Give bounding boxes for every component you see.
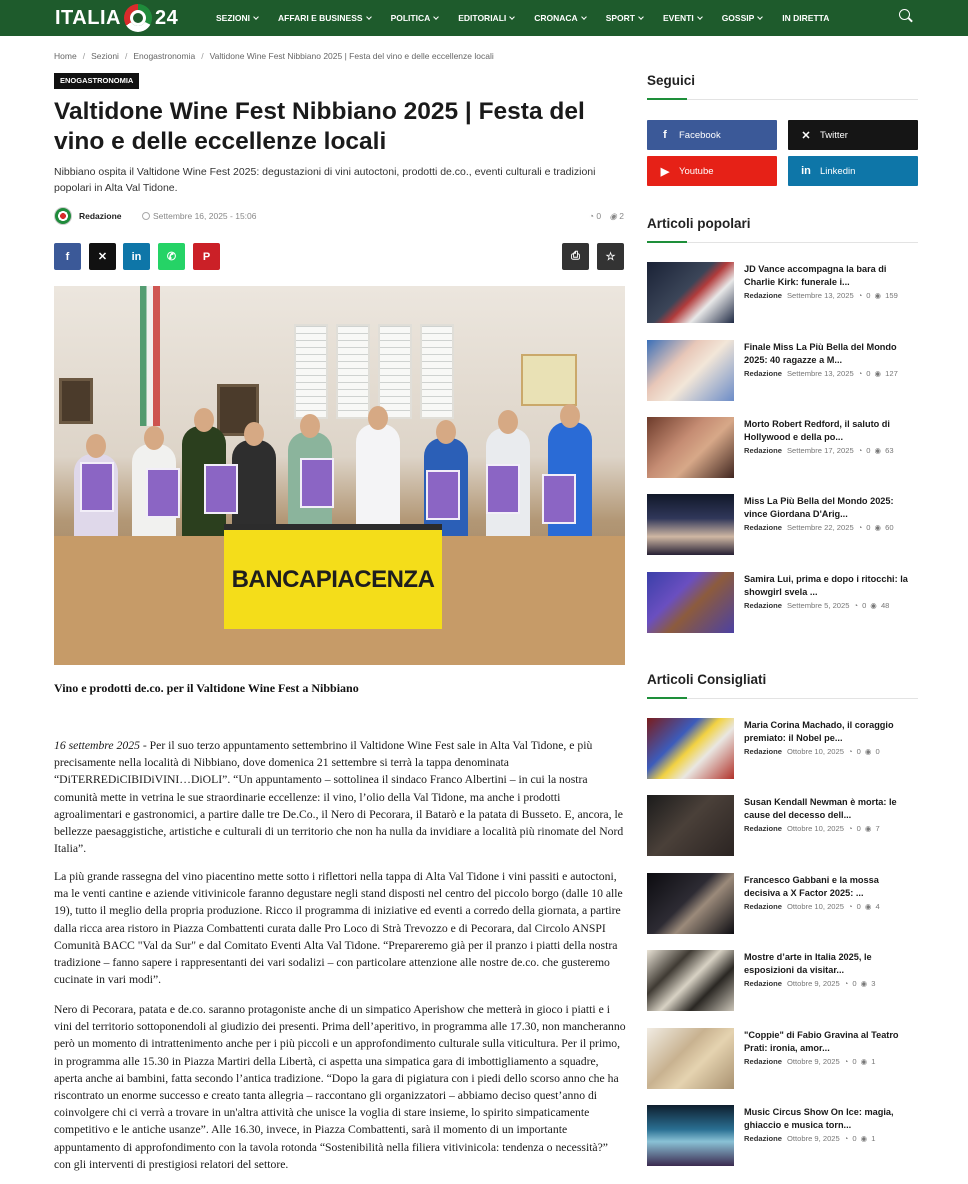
share-whatsapp-button[interactable] [158,243,185,270]
comment-icon: ◔ [588,211,594,221]
popular-article-card[interactable] [647,417,918,479]
share-x-button[interactable] [89,243,116,270]
menu-item-sezioni[interactable]: SEZIONI [216,13,258,23]
article-card-title[interactable]: Maria Corina Machado, il coraggio premiato: il Nobel pe... [744,720,894,743]
recommended-article-card[interactable] [647,1105,918,1167]
pinterest-icon: P [202,250,211,263]
article-thumbnail[interactable] [647,1105,734,1166]
popular-article-card[interactable] [647,262,918,324]
linkedin-icon: in [801,165,811,177]
logo-text-right: 24 [154,6,179,29]
breadcrumb-home[interactable]: Home [54,51,77,61]
article-subtitle: Nibbiano ospita il Valtidone Wine Fest 2025: degustazioni di vini autoctoni, prodotti de.co., eventi culturali e tradizioni popolari in Alta Val Tidone. [54,166,596,194]
top-navigation [0,0,968,36]
article-thumbnail[interactable] [647,494,734,555]
hero-image [54,286,625,665]
star-icon: ☆ [605,251,616,263]
site-logo[interactable] [55,3,178,33]
youtube-icon: ▶ [660,165,670,178]
share-linkedin-button[interactable] [123,243,150,270]
article-thumbnail[interactable] [647,572,734,633]
article-card-title[interactable]: Susan Kendall Newman è morta: le cause del decesso dell... [744,797,897,820]
eye-icon: ◉ [864,902,872,911]
article-counts [583,211,624,222]
article-thumbnail[interactable] [647,1028,734,1089]
article-card-meta: Redazione Ottobre 10, 2025 ◔ 0 ◉ 4 [744,902,880,911]
comment-icon: ◔ [843,979,849,988]
article-thumbnail[interactable] [647,795,734,856]
comment-icon: ◔ [857,523,863,532]
article-card-title[interactable]: Finale Miss La Più Bella del Mondo 2025: 40 ragazze a M... [744,342,897,365]
share-facebook-button[interactable] [54,243,81,270]
facebook-icon: f [65,250,70,263]
eye-icon: ◉ [609,211,617,221]
eye-icon: ◉ [860,1134,868,1143]
article-card-title[interactable]: "Coppie" di Fabio Gravina al Teatro Prati: ironia, amor... [744,1030,899,1053]
breadcrumb: Home / Sezioni / Enogastronomia / Valtidone Wine Fest Nibbiano 2025 | Festa del vino e delle eccellenze locali [54,51,494,61]
chevron-down-icon [697,14,703,20]
comment-icon: ◔ [843,1134,849,1143]
menu-item-eventi[interactable]: EVENTI [663,13,702,23]
article-thumbnail[interactable] [647,417,734,478]
article-card-meta: Redazione Ottobre 9, 2025 ◔ 0 ◉ 3 [744,979,876,988]
wall-plaque [521,354,577,406]
article-card-title[interactable]: Francesco Gabbani e la mossa decisiva a X Factor 2025: ... [744,875,879,898]
article-paragraph-3: Nero di Pecorara, patata e de.co. saranno protagoniste anche di un simpatico Aperishow che metterà in gioco i piatti e i vini del territorio sottoponendoli al giudizio dei presenti. Prima dell’aperitivo, in programma alle 17.30, non mancheranno però un momento di intrattenimento anche per i più piccoli e un approfondimento culturale sulla viticultura. Per il primo, in programma alle 15.30 in Piazza Martiri della Libertà, ci aspetta una simpatica gara di imbottigliamento a squadre, aperta anche ai bambini, fatta secondo l’antica tradizione. “Dopo la gara di pigiatura con i piedi dello scorso anno che ha riscontrato un enorme successo e creato tanta allegria – raccontano gli organizzatori – abbiamo deciso quest’anno di coinvolgere chi ci verrà a trovare in un'altra attività che unisce la voglia di stare insieme, lo spirito simpaticamente competitivo e le antiche usanze”. Alle 16.30, invece, in Piazza Combattenti, sarà il momento di un importante appuntamento di approfondimento con la tavola rotonda “Sostenibilità nella filiera vitivinicola: tendenza o necessità?” con gli interventi di prestigiosi relatori del settore. [54,1003,626,1171]
menu-item-politica[interactable]: POLITICA [391,13,439,23]
article-card-meta: Redazione Ottobre 9, 2025 ◔ 0 ◉ 1 [744,1057,876,1066]
article-card-meta: Redazione Settembre 22, 2025 ◔ 0 ◉ 60 [744,523,894,532]
recommended-article-card[interactable] [647,795,918,857]
article-card-meta: Redazione Ottobre 9, 2025 ◔ 0 ◉ 1 [744,1134,876,1143]
recommended-article-card[interactable] [647,718,918,780]
category-badge[interactable]: ENOGASTRONOMIA [54,73,139,89]
article-thumbnail[interactable] [647,718,734,779]
article-thumbnail[interactable] [647,950,734,1011]
logo-ring-icon [124,4,152,32]
twitter-follow-button[interactable]: ✕ Twitter [788,120,918,150]
x-icon: ✕ [97,251,108,263]
article-card-title[interactable]: Samira Lui, prima e dopo i ritocchi: la showgirl svela ... [744,574,908,597]
article-paragraph-2: La più grande rassegna del vino piacentino mette sotto i riflettori nella tappa di Alta Val Tidone i vini passiti e autoctoni, ma le venti cantine e aziende vitivinicole faranno degustare negli stand disposti nel centro del piccolo borgo (dalle 10 alle 19), tutto il meglio della propria produzione. Ricco il programma di iniziative ed eventi a corredo della giornata, a partire dalla ricca area ristoro in Piazza Combattenti curata dalle Pro Loco di Strà Trevozzo e di Pecorara, dal Circolo ANSPI Comunità BACC "Val da Sur" e dal Comitato Eventi Alta Val Tidone. “Prepareremo già per il pranzo i piatti della nostra tradizione – fanno sapere i rappresentanti dei vari sodalizi – con particolare attenzione alle nostre de.co. che gusteremo cucinate in vari modi”. [54,870,623,987]
share-pinterest-button[interactable] [193,243,220,270]
popular-article-card[interactable] [647,340,918,402]
comment-icon: ◔ [847,824,853,833]
breadcrumb-sezioni[interactable]: Sezioni [91,51,119,61]
popular-article-card[interactable] [647,494,918,556]
eye-icon: ◉ [864,824,872,833]
menu-item-in-diretta[interactable]: IN DIRETTA [782,13,830,23]
eye-icon: ◉ [874,369,882,378]
main-menu [216,0,849,36]
article-card-meta: Redazione Settembre 17, 2025 ◔ 0 ◉ 63 [744,446,894,455]
chevron-down-icon [581,14,587,20]
comment-icon: ◔ [847,747,853,756]
clock-icon [142,212,150,220]
comment-icon: ◔ [853,601,859,610]
comment-icon: ◔ [857,369,863,378]
bank-banner: BANCAPIACENZA [224,524,442,629]
article-thumbnail[interactable] [647,873,734,934]
article-paragraph-1: 16 settembre 2025 - Per il suo terzo appuntamento settembrino il Valtidone Wine Fest sale in Alta Val Tidone, e più precisamente nella località di Nibbiano, dove domenica 21 settembre si terrà la tappa denominata “DiTERREDiCIBIDiVINI…DiOLI”. “Un appuntamento – sottolinea il sindaco Franco Albertini – in cui la nostra comunità mette in vetrina le sue straordinarie eccellenze: il vino, l’olio della Val Tidone, ma anche i prodotti agroalimentari e gastronomici, a partire dalle tre De.Co., il Nero di Pecorara, il Batarò e la patata di Busseto. E, ancora, le bellezze paesaggistiche, artistiche e culturali di un territorio che non ha nulla da invidiare a località più rinomate del Nord Italia”. [54,739,624,856]
article-card-title[interactable]: JD Vance accompagna la bara di Charlie Kirk: funerale i... [744,264,887,287]
whatsapp-icon: ✆ [166,251,177,263]
chevron-down-icon [366,14,372,20]
recommended-article-card[interactable] [647,1028,918,1090]
article-card-meta: Redazione Settembre 13, 2025 ◔ 0 ◉ 159 [744,291,898,300]
image-caption: Vino e prodotti de.co. per il Valtidone Wine Fest a Nibbiano [54,681,359,695]
comment-icon: ◔ [857,291,863,300]
chevron-down-icon [509,14,515,20]
article-thumbnail[interactable] [647,340,734,401]
comment-icon: ◔ [847,902,853,911]
youtube-follow-button[interactable]: ▶ Youtube [647,156,777,186]
article-title: Valtidone Wine Fest Nibbiano 2025 | Festa del vino e delle eccellenze locali [54,98,585,155]
article-card-meta: Redazione Ottobre 10, 2025 ◔ 0 ◉ 7 [744,824,880,833]
recommended-divider [647,698,918,699]
follow-divider [647,99,918,100]
chevron-down-icon [638,14,644,20]
linkedin-icon: in [131,250,142,263]
logo-text-left: ITALIA [55,6,121,29]
eye-icon: ◉ [874,523,882,532]
article-thumbnail[interactable] [647,262,734,323]
article-card-meta: Redazione Ottobre 10, 2025 ◔ 0 ◉ 0 [744,747,880,756]
chevron-down-icon [433,14,439,20]
chevron-down-icon [253,14,259,20]
article-card-title[interactable]: Music Circus Show On Ice: magia, ghiaccio e musica torn... [744,1107,894,1130]
article-card-meta: Redazione Settembre 13, 2025 ◔ 0 ◉ 127 [744,369,898,378]
eye-icon: ◉ [860,1057,868,1066]
popular-article-card[interactable] [647,572,918,634]
print-icon: ⎙ [571,250,580,262]
search-icon[interactable] [899,9,913,23]
linkedin-follow-button[interactable]: in Linkedin [788,156,918,186]
eye-icon: ◉ [870,601,877,610]
eye-icon: ◉ [874,446,882,455]
comment-icon: ◔ [857,446,863,455]
publish-date: Settembre 16, 2025 - 15:06 [142,211,257,221]
popular-divider [647,242,918,243]
facebook-icon: f [663,129,667,141]
bookmark-button[interactable] [597,243,624,270]
menu-item-sport[interactable]: SPORT [606,13,643,23]
menu-item-affari[interactable]: AFFARI E BUSINESS [278,13,371,23]
article-card-title[interactable]: Miss La Più Bella del Mondo 2025: vince Giordana D'Arig... [744,496,894,519]
recommended-article-card[interactable] [647,950,918,1012]
print-button[interactable] [562,243,589,270]
eye-icon: ◉ [860,979,868,988]
recommended-article-card[interactable] [647,873,918,935]
author-name[interactable]: Redazione [79,211,122,221]
article-meta [54,207,624,225]
breadcrumb-current: Valtidone Wine Fest Nibbiano 2025 | Festa del vino e delle eccellenze locali [209,51,494,61]
x-icon: ✕ [801,129,811,142]
facebook-follow-button[interactable]: f Facebook [647,120,777,150]
view-count: ◉ 2 [609,211,624,221]
article-dateline: 16 settembre 2025 [54,739,140,752]
article-card-meta: Redazione Settembre 5, 2025 ◔ 0 ◉ 48 [744,601,890,610]
chevron-down-icon [757,14,763,20]
eye-icon: ◉ [864,747,872,756]
article-card-title[interactable]: Mostre d’arte in Italia 2025, le esposizioni da visitar... [744,952,872,975]
breadcrumb-category[interactable]: Enogastronomia [133,51,196,61]
recommended-heading: Articoli Consigliati [647,672,767,687]
article-card-title[interactable]: Morto Robert Redford, il saluto di Hollywood e della po... [744,419,890,442]
menu-item-cronaca[interactable]: CRONACA [534,13,585,23]
eye-icon: ◉ [874,291,882,300]
menu-item-gossip[interactable]: GOSSIP [722,13,763,23]
comment-count: ◔ 0 [588,211,602,221]
people-group [74,404,614,544]
popular-heading: Articoli popolari [647,216,751,231]
author-avatar[interactable] [54,207,72,225]
comment-icon: ◔ [843,1057,849,1066]
follow-heading: Seguici [647,73,696,88]
menu-item-editoriali[interactable]: EDITORIALI [458,13,514,23]
